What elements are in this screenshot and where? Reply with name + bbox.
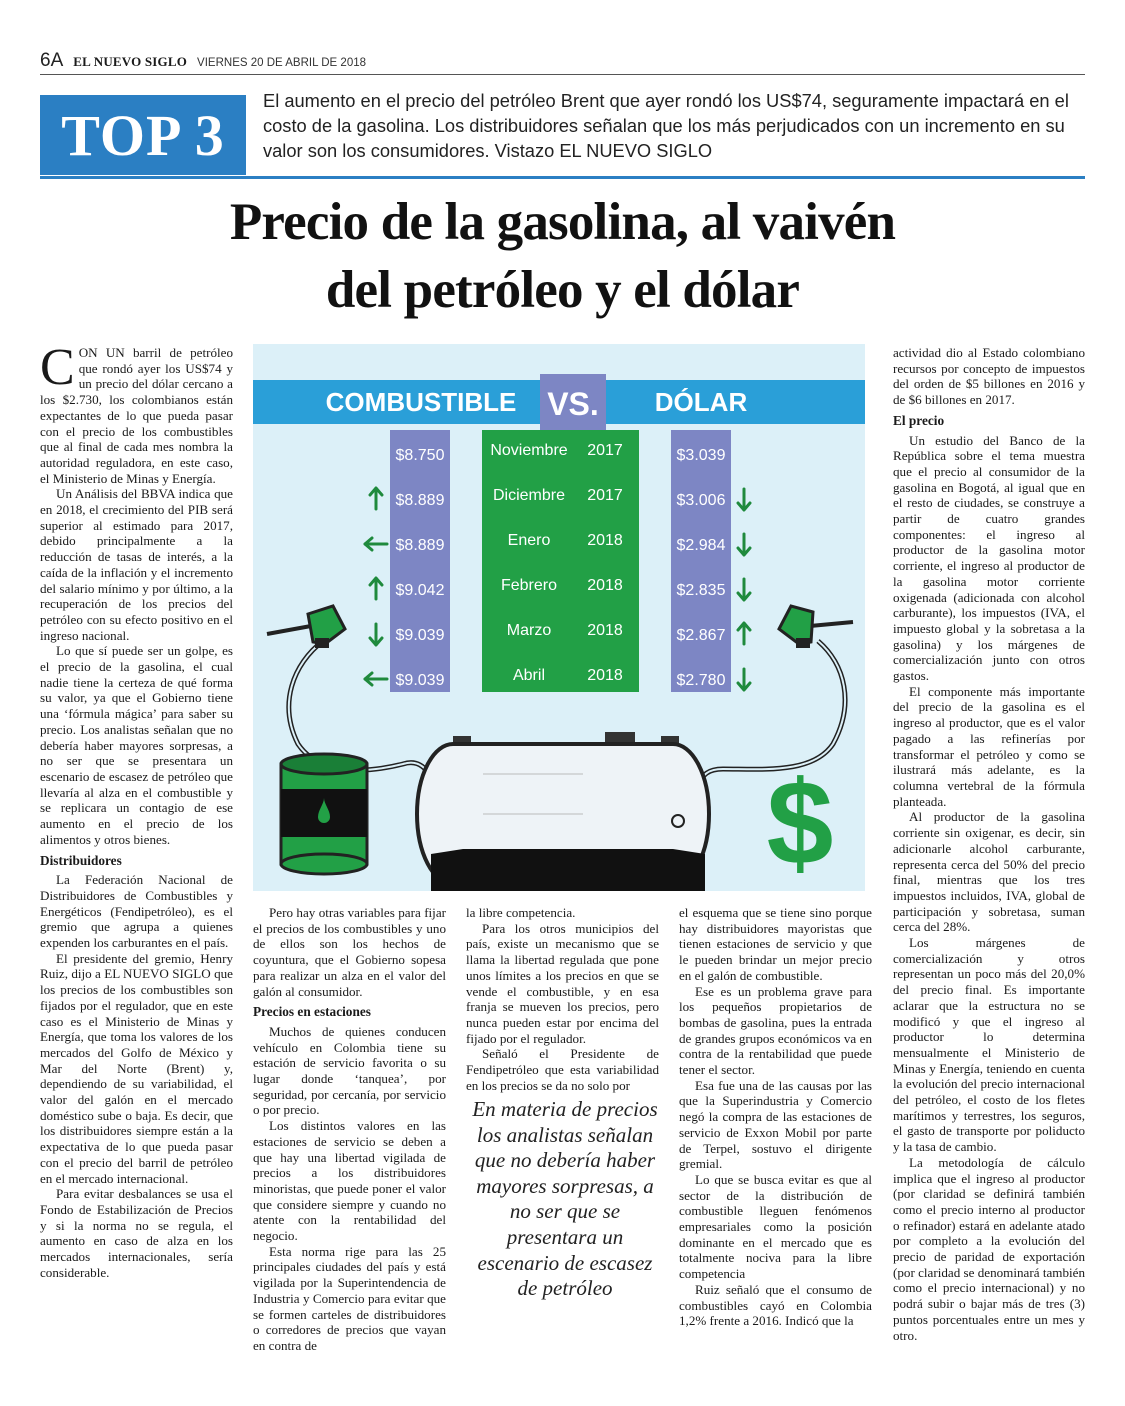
top3-lead-text: El aumento en el precio del petróleo Brent que ayer rondó los US$74, seguramente impactará en el costo de la gasolina. Los distribuidores señalan que los más perjudicados con un incremento en su valor son los consumidores. Vistazo EL NUEVO SIGLO xyxy=(263,90,1069,161)
paragraph: la libre competencia. xyxy=(466,905,576,920)
subheading-el-precio: El precio xyxy=(893,412,945,428)
pull-quote: En materia de precios los analistas señalan que no debería haber mayores sorpresas, a no ser que se presentara un escenario de escasez de petróleo xyxy=(472,1097,658,1301)
lead-text: barril de petróleo que rondó ayer los US$74 y un precio del dólar cercano a los $2.730, los colombianos están expectantes de lo que pueda pasar con el precio de los combustibles que al final de cada mes nombra la autoridad reguladora, en este caso, el Ministerio de Minas y Energía. xyxy=(40,345,233,486)
fuel-price-value: $8.750 xyxy=(395,447,445,464)
fuel-price-column xyxy=(390,430,450,692)
infographic-svg xyxy=(253,344,865,891)
article-column-4 xyxy=(679,905,872,1329)
paragraph: El presidente del gremio, Henry Ruiz, dijo a EL NUEVO SIGLO que los precios de los combustibles son fijados por el regulador, que en este caso es el Ministerio de Minas y Energía, que toma los valores de los mercados del Golfo de México y Mar del Norte (Brent) y, dependiendo de su variabilidad, el valor del galón en el mercado doméstico sube o baja. Es decir, que los distribuidores siempre están a la expectativa de lo que pueda pasar con el precio del barril de petróleo en el mercado internacional. xyxy=(40,950,233,1186)
subheading-distribuidores: Distribuidores xyxy=(40,852,122,868)
month-label: Abril xyxy=(512,667,546,684)
top3-badge: TOP 3 xyxy=(40,95,246,175)
drop-cap: C xyxy=(40,339,75,396)
dollar-price-value: $3.039 xyxy=(676,447,726,464)
paragraph: Pero hay otras variables para fijar el precios de los combustibles y uno de ellos son los hechos de coyuntura, que el Gobierno sopesa para realizar un alza en el valor del galón al consumidor. xyxy=(253,905,446,999)
month-label: Enero xyxy=(507,532,551,549)
paragraph: Ruiz señaló que el consumo de combustibles cayó en Colombia 1,2% frente a 2016. Indicó que la xyxy=(679,1281,872,1329)
dollar-price-value: $2.867 xyxy=(676,627,726,644)
infographic xyxy=(253,344,865,891)
newspaper-name: EL NUEVO SIGLO xyxy=(73,54,188,69)
dollar-price-value: $2.984 xyxy=(676,537,726,554)
year-label: 2017 xyxy=(587,487,623,504)
issue-date: VIERNES 20 DE ABRIL DE 2018 xyxy=(197,57,367,69)
fuel-price-value: $9.039 xyxy=(395,627,445,644)
months-column xyxy=(482,430,639,692)
paragraph: El componente más importante del precio de la gasolina es el ingreso al productor, que es el valor pagado a las refinerías por transformar el petróleo y como se ilustrará más adelante, es la columna vertebral de la fórmula planteada. xyxy=(893,683,1085,809)
paragraph: actividad dio al Estado colombiano recursos por concepto de impuestos del orden de $5 billones en 2016 y de $6 billones en 2017. xyxy=(893,345,1085,408)
paragraph: Lo que sí puede ser un golpe, es el precio de la gasolina, el cual nadie tiene la certeza de qué forma su valor, ya que el Gobierno tiene una ‘fórmula mágica’ para saber su precio. Los analistas señalan que no debería haber mayores sorpresas, a no ser que se presentara un escenario de escasez de petróleo que llevaría al alza en el combustible y se replicara un contagio de ese aumento en el precio de los alimentos y otros bienes. xyxy=(40,643,233,847)
dollar-header-label: DÓLAR xyxy=(654,387,748,417)
paragraph: Los márgenes de comercialización y otros representan un poco más del 20,0% del precio final. Es importante aclarar que la estructura no se modificó y que el ingreso al productor lo determina mensualmente el Ministerio de Minas y Energía, teniendo en cuenta la evolución del precio internacional del petróleo, el costo de los fletes marítimos y terrestres, los seguros, el gasto de transporte por poliducto y la tasa de cambio. xyxy=(893,935,1085,1155)
article-column-2 xyxy=(253,905,446,1354)
paragraph: Muchos de quienes conducen vehículo en Colombia tiene su estación de servicio favorita o su lugar donde ‘tanquea’, por seguridad, por cercanía, por servicio o por precio. xyxy=(253,1023,446,1118)
paragraph: La metodología de cálculo implica que el ingreso al productor (por claridad se definirá también como el precio interno al productor o refinador) estará en adelante atado por completo a la evolución del precio de paridad de exportación (por claridad se denominará también como el precio internacional) y no podrá subir o bajar más de tres (3) puntos porcentuales entre un mes y otro. xyxy=(893,1154,1085,1343)
year-label: 2018 xyxy=(587,532,623,549)
paragraph: Un Análisis del BBVA indica que en 2018, el crecimiento del PIB será superior al estimado para 2017, debido principalmente a la reducción de tasas de interés, a la caída de la inflación y el incremento del salario mínimo y por último, a la recuperación de los precios del petróleo con su efecto positivo en el ingreso nacional. xyxy=(40,486,233,643)
paragraph: el esquema que se tiene sino porque hay distribuidores mayoristas que tienen estaciones de servicio y que le pueden brindar un mejor precio en el galón de combustible. xyxy=(679,905,872,983)
article-column-1 xyxy=(40,339,233,1280)
dollar-price-value: $3.006 xyxy=(676,492,726,509)
dollar-sign-icon: $ xyxy=(766,756,834,890)
headline-line-2: del petróleo y el dólar xyxy=(325,261,800,319)
paragraph: Esta norma rige para las 25 principales ciudades del país y está vigilada por la Superintendencia de Industria y Comercio para evitar que se formen carteles de distribuidores o corredores de precios que vayan en contra de xyxy=(253,1243,446,1353)
article-column-5 xyxy=(893,345,1085,1343)
vs-label: VS. xyxy=(547,386,599,422)
paragraph: Ese es un problema grave para los pequeños propietarios de bombas de gasolina, pues la entrada de grandes grupos económicos va en contra de la rentabilidad que puede tener el sector. xyxy=(679,983,872,1078)
month-label: Diciembre xyxy=(492,487,566,504)
fuel-price-value: $8.889 xyxy=(395,492,445,509)
fuel-price-value: $8.889 xyxy=(395,537,445,554)
dollar-price-value: $2.835 xyxy=(676,582,726,599)
dollar-price-column xyxy=(671,430,731,692)
subheading-precios-en-estaciones: Precios en estaciones xyxy=(253,1004,371,1020)
fuel-tank-icon xyxy=(417,732,709,891)
headline-line-1: Precio de la gasolina, al vaivén xyxy=(229,193,896,251)
oil-barrel-icon xyxy=(281,754,367,874)
article-column-3 xyxy=(466,905,659,1093)
lead-paragraph xyxy=(40,339,233,486)
folio-rule xyxy=(40,74,1085,75)
year-label: 2018 xyxy=(587,577,623,594)
paragraph: La Federación Nacional de Distribuidores de Combustibles y Energéticos (Fendipetróleo), es el gremio que agrupa a quienes expenden los carburantes en el país. xyxy=(40,872,233,951)
paragraph: Los distintos valores en las estaciones de servicio se deben a que hay una libertad vigilada de precios a los distribuidores minoristas, que puede poner el valor que considere siempre y cuando no atente con la rentabilidad del negocio. xyxy=(253,1118,446,1244)
month-label: Marzo xyxy=(506,622,552,639)
year-label: 2018 xyxy=(587,667,623,684)
dollar-price-value: $2.780 xyxy=(676,672,726,689)
month-label: Noviembre xyxy=(490,442,568,459)
paragraph: Para los otros municipios del país, existe un mecanismo que se llama la libertad regulada que pone unos límites a los precios en que se vende el combustible, y en esa franja se mueven los precios, pero nunca pueden estar por encima del fijado por el regulador. xyxy=(466,920,659,1046)
fuel-price-value: $9.039 xyxy=(395,672,445,689)
fuel-price-value: $9.042 xyxy=(395,582,445,599)
month-label: Febrero xyxy=(500,577,558,594)
year-label: 2017 xyxy=(587,442,623,459)
paragraph: Un estudio del Banco de la República sobre el tema muestra que el precio al consumidor de la gasolina en Bogotá, al igual que en el resto de ciudades, se construye a partir de cuatro grandes componentes: el ingreso al productor de la gasolina motor corriente, el ingreso al productor de la gasolina motor corriente oxigenada (adicionada con alcohol carburante), los impuestos (IVA, el impuesto global y la sobretasa a la gasolina) y los márgenes de comercialización junto con otros gastos. xyxy=(893,432,1085,684)
page-number: 6A xyxy=(40,50,64,71)
folio xyxy=(40,50,366,74)
year-label: 2018 xyxy=(587,622,623,639)
paragraph: Esa fue una de las causas por las que la Superindustria y Comercio negó la compra de las estaciones de servicio de Exxon Mobil por parte de Terpel, sostuvo el dirigente gremial. xyxy=(679,1077,872,1172)
fuel-header-label: COMBUSTIBLE xyxy=(325,387,517,417)
headline xyxy=(40,188,1085,324)
paragraph: Para evitar desbalances se usa el Fondo de Estabilización de Precios y si la norma no se regula, el aumento en caso de alza en los mercados internacionales, sería considerable. xyxy=(40,1186,233,1280)
top3-rule xyxy=(40,176,1085,179)
lead-caps: ON UN xyxy=(78,345,125,360)
paragraph: Lo que se busca evitar es que al sector de la distribución de combustible lleguen fenómenos empresariales como la posición dominante en el mercado que es totalmente nociva para la libre competencia xyxy=(679,1171,872,1282)
paragraph: Al productor de la gasolina corriente sin oxigenar, es decir, sin adicionarle alcohol carburante, representa cerca del 50% del precio final, mientras que los tres impuestos incluidos, IVA, global de participación y sobretasa, suman cerca del 28%. xyxy=(893,809,1085,935)
paragraph: Señaló el Presidente de Fendipetróleo que esta variabilidad en los precios se da no solo por xyxy=(466,1046,659,1093)
